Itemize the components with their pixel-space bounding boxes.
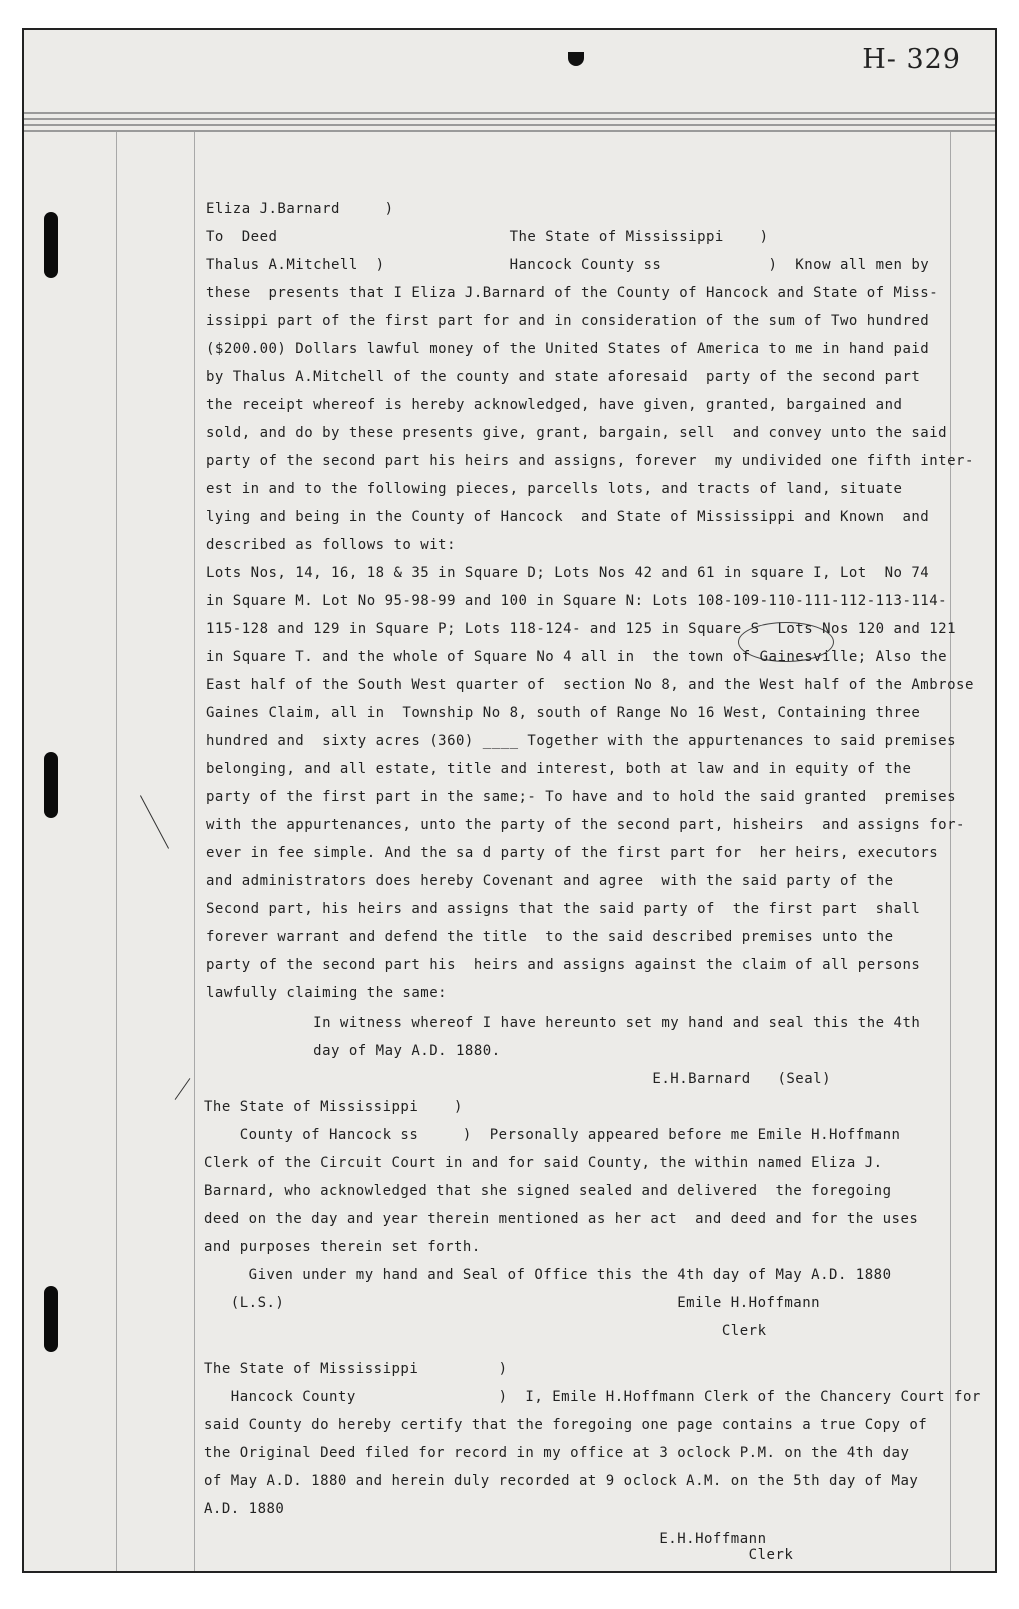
document-line: E.H.Hoffmann	[204, 1531, 767, 1547]
document-line: party of the first part in the same;- To have and to hold the said granted premises	[206, 789, 957, 805]
document-line: with the appurtenances, unto the party of the second part, hisheirs and assigns for-	[206, 817, 965, 833]
folio-number: H- 329	[862, 44, 961, 75]
document-line: and administrators does hereby Covenant and agree with the said party of the	[206, 873, 894, 889]
document-line: Clerk	[204, 1323, 767, 1339]
document-line: in Square M. Lot No 95-98-99 and 100 in Square N: Lots 108-109-110-111-112-113-114-	[206, 593, 948, 609]
punch-hole	[44, 752, 58, 818]
punch-hole	[44, 1286, 58, 1352]
document-line: ($200.00) Dollars lawful money of the United States of America to me in hand paid	[206, 341, 930, 357]
document-line: these presents that I Eliza J.Barnard of the County of Hancock and State of Miss-	[206, 285, 939, 301]
document-line: in Square T. and the whole of Square No 4 all in the town of Gainesville; Also the	[206, 649, 948, 665]
document-line: (L.S.) Emile H.Hoffmann	[204, 1295, 821, 1311]
document-line: To Deed The State of Mississippi )	[206, 229, 769, 245]
document-line: Gaines Claim, all in Township No 8, south of Range No 16 West, Containing three	[206, 705, 921, 721]
document-line: In witness whereof I have hereunto set my hand and seal this the 4th	[206, 1015, 921, 1031]
document-line: Barnard, who acknowledged that she signed sealed and delivered the foregoing	[204, 1183, 892, 1199]
header-rule	[24, 124, 995, 126]
document-line: issippi part of the first part for and in consideration of the sum of Two hundred	[206, 313, 930, 329]
document-line: The State of Mississippi )	[204, 1361, 508, 1377]
document-line: Second part, his heirs and assigns that the said party of the first part shall	[206, 901, 921, 917]
header-rule	[24, 118, 995, 120]
document-line: of May A.D. 1880 and herein duly recorded at 9 oclock A.M. on the 5th day of May	[204, 1473, 919, 1489]
document-line: County of Hancock ss ) Personally appeared before me Emile H.Hoffmann	[204, 1127, 901, 1143]
pencil-mark	[175, 1078, 191, 1100]
document-line: sold, and do by these presents give, grant, bargain, sell and convey unto the said	[206, 425, 948, 441]
document-line: party of the second part his heirs and assigns, forever my undivided one fifth inter-	[206, 453, 974, 469]
document-line: day of May A.D. 1880.	[206, 1043, 501, 1059]
document-line: Given under my hand and Seal of Office this the 4th day of May A.D. 1880	[204, 1267, 892, 1283]
document-line: East half of the South West quarter of section No 8, and the West half of the Ambrose	[206, 677, 974, 693]
document-line: the Original Deed filed for record in my office at 3 oclock P.M. on the 4th day	[204, 1445, 910, 1461]
document-line: E.H.Barnard (Seal)	[206, 1071, 832, 1087]
document-line: ever in fee simple. And the sa d party of the first part for her heirs, executors	[206, 845, 939, 861]
document-line: hundred and sixty acres (360) ____ Together with the appurtenances to said premises	[206, 733, 957, 749]
punch-hole	[44, 212, 58, 278]
document-line: lawfully claiming the same:	[206, 985, 448, 1001]
document-line: Hancock County ) I, Emile H.Hoffmann Clerk of the Chancery Court for	[204, 1389, 981, 1405]
pencil-check-mark	[140, 795, 169, 848]
document-line: deed on the day and year therein mentioned as her act and deed and for the uses	[204, 1211, 919, 1227]
document-line: Clerk	[204, 1547, 794, 1563]
document-line: Thalus A.Mitchell ) Hancock County ss ) Know all men by	[206, 257, 930, 273]
margin-line	[194, 132, 195, 1572]
document-line: Lots Nos, 14, 16, 18 & 35 in Square D; Lots Nos 42 and 61 in square I, Lot No 74	[206, 565, 930, 581]
document-line: A.D. 1880	[204, 1501, 285, 1517]
binding-mark	[568, 52, 584, 66]
document-line: by Thalus A.Mitchell of the county and state aforesaid party of the second part	[206, 369, 921, 385]
document-line: Clerk of the Circuit Court in and for said County, the within named Eliza J.	[204, 1155, 883, 1171]
document-line: the receipt whereof is hereby acknowledged, have given, granted, bargained and	[206, 397, 903, 413]
margin-line	[950, 132, 951, 1572]
document-line: forever warrant and defend the title to the said described premises unto the	[206, 929, 894, 945]
document-line: belonging, and all estate, title and interest, both at law and in equity of the	[206, 761, 912, 777]
document-line: est in and to the following pieces, parcells lots, and tracts of land, situate	[206, 481, 903, 497]
margin-line	[116, 132, 117, 1572]
document-line: said County do hereby certify that the foregoing one page contains a true Copy of	[204, 1417, 928, 1433]
document-line: described as follows to wit:	[206, 537, 457, 553]
header-rule	[24, 130, 995, 132]
document-line: 115-128 and 129 in Square P; Lots 118-124- and 125 in Square S Lots Nos 120 and 121	[206, 621, 957, 637]
document-line: The State of Mississippi )	[204, 1099, 463, 1115]
document-line: and purposes therein set forth.	[204, 1239, 481, 1255]
document-line: Eliza J.Barnard )	[206, 201, 394, 217]
document-line: lying and being in the County of Hancock and State of Mississippi and Known and	[206, 509, 930, 525]
header-rule	[24, 112, 995, 114]
document-line: party of the second part his heirs and assigns against the claim of all persons	[206, 957, 921, 973]
